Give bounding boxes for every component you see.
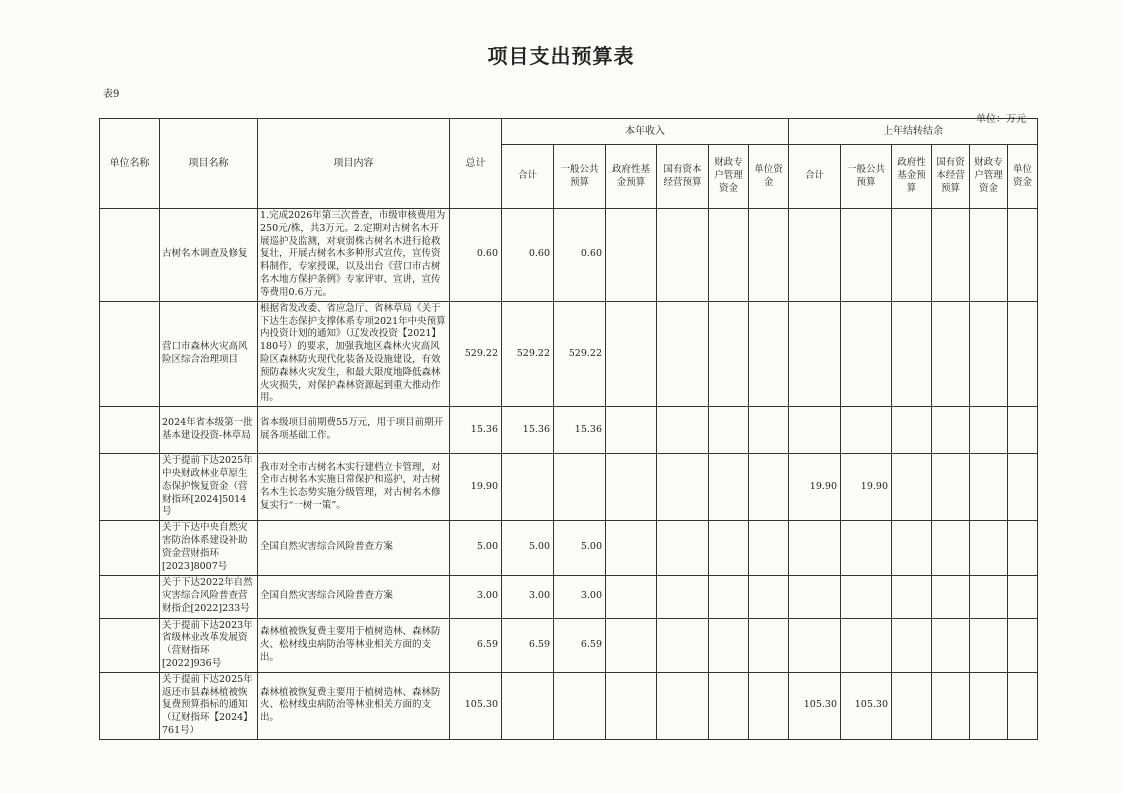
cell-cy-state-capital [657, 301, 709, 407]
header-co-unit-fund: 单位资金 [1008, 145, 1038, 209]
cell-co-fiscal-account [970, 575, 1008, 618]
cell-cy-total: 15.36 [502, 407, 554, 454]
cell-unit [100, 454, 160, 521]
cell-project-name: 古树名木调查及修复 [160, 209, 258, 302]
cell-co-general-budget [841, 407, 892, 454]
cell-co-total [789, 209, 841, 302]
cell-cy-fiscal-account [709, 672, 749, 739]
cell-cy-total: 5.00 [502, 521, 554, 575]
header-cy-fiscal-account: 财政专户管理资金 [709, 145, 749, 209]
cell-co-unit-fund [1008, 672, 1038, 739]
cell-co-general-budget [841, 209, 892, 302]
cell-cy-state-capital [657, 575, 709, 618]
cell-project-name: 关于提前下达2025年返还市县森林植被恢复费预算指标的通知（辽财指环【2024】761号） [160, 672, 258, 739]
cell-cy-general-budget: 529.22 [554, 301, 606, 407]
cell-project-content: 森林植被恢复费主要用于植树造林、森林防火、松材线虫病防治等林业相关方面的支出。 [258, 672, 450, 739]
header-cy-total: 合计 [502, 145, 554, 209]
cell-co-gov-fund [892, 521, 932, 575]
cell-project-name: 关于下达2022年自然灾害综合风险普查营财指企[2022]233号 [160, 575, 258, 618]
cell-unit [100, 521, 160, 575]
cell-co-general-budget [841, 618, 892, 672]
cell-co-unit-fund [1008, 454, 1038, 521]
cell-project-content: 省本级项目前期费55万元，用于项目前期开展各项基础工作。 [258, 407, 450, 454]
cell-cy-unit-fund [749, 575, 789, 618]
cell-co-general-budget [841, 301, 892, 407]
cell-project-content: 根据省发改委、省应急厅、省林草局《关于下达生态保护支撑体系专项2021年中央预算内投资计划的通知》（辽发改投资【2021】180号）的要求，加强我地区森林火灾高风险区森林防火现代化装备及设施建设，有效预防森林火灾发生，和最大限度地降低森林火灾损失，对保护森林资源起到重大推动作用。 [258, 301, 450, 407]
cell-cy-fiscal-account [709, 209, 749, 302]
page-title: 项目支出预算表 [487, 44, 635, 68]
table-row [100, 209, 1038, 302]
cell-unit [100, 209, 160, 302]
cell-co-gov-fund [892, 301, 932, 407]
cell-project-name: 关于提前下达2023年省级林业改革发展资（营财指环[2022]936号 [160, 618, 258, 672]
cell-project-name: 关于提前下达2025年中央财政林业草原生态保护恢复资金（营财指环[2024]5014号 [160, 454, 258, 521]
cell-co-gov-fund [892, 454, 932, 521]
cell-cy-unit-fund [749, 521, 789, 575]
cell-cy-fiscal-account [709, 407, 749, 454]
header-project-name: 项目名称 [160, 119, 258, 209]
cell-co-state-capital [932, 521, 970, 575]
table-number: 表9 [103, 89, 120, 100]
cell-project-content: 森林植被恢复费主要用于植树造林、森林防火、松材线虫病防治等林业相关方面的支出。 [258, 618, 450, 672]
cell-co-gov-fund [892, 575, 932, 618]
cell-cy-state-capital [657, 454, 709, 521]
cell-co-state-capital [932, 209, 970, 302]
cell-project-name: 2024年省本级第一批基本建设投资-林草局 [160, 407, 258, 454]
header-cy-gov-fund: 政府性基金预算 [606, 145, 657, 209]
cell-co-total [789, 618, 841, 672]
cell-cy-general-budget [554, 454, 606, 521]
cell-cy-state-capital [657, 407, 709, 454]
cell-co-general-budget [841, 521, 892, 575]
cell-project-content: 全国自然灾害综合风险普查方案 [258, 575, 450, 618]
cell-co-fiscal-account [970, 618, 1008, 672]
cell-cy-total: 0.60 [502, 209, 554, 302]
cell-cy-gov-fund [606, 618, 657, 672]
cell-co-total [789, 521, 841, 575]
cell-co-gov-fund [892, 407, 932, 454]
cell-co-total: 105.30 [789, 672, 841, 739]
cell-cy-total: 3.00 [502, 575, 554, 618]
cell-unit [100, 618, 160, 672]
budget-table [99, 118, 1038, 740]
cell-total: 3.00 [450, 575, 502, 618]
header-unit-name: 单位名称 [100, 119, 160, 209]
header-cy-general-budget: 一般公共预算 [554, 145, 606, 209]
cell-co-unit-fund [1008, 301, 1038, 407]
cell-total: 105.30 [450, 672, 502, 739]
cell-co-total: 19.90 [789, 454, 841, 521]
cell-cy-general-budget: 15.36 [554, 407, 606, 454]
header-current-year-income: 本年收入 [502, 119, 789, 145]
cell-co-state-capital [932, 454, 970, 521]
cell-co-general-budget [841, 575, 892, 618]
cell-unit [100, 575, 160, 618]
header-cy-state-capital: 国有资本经营预算 [657, 145, 709, 209]
cell-cy-gov-fund [606, 407, 657, 454]
cell-total: 529.22 [450, 301, 502, 407]
cell-total: 6.59 [450, 618, 502, 672]
cell-co-unit-fund [1008, 521, 1038, 575]
cell-co-total [789, 575, 841, 618]
cell-cy-total [502, 454, 554, 521]
cell-co-state-capital [932, 672, 970, 739]
cell-project-content: 1.完成2026年第三次普查，市级审核费用为250元/株，共3万元。2.定期对古树名木开展巡护及监测，对衰弱株古树名木进行抢救复壮，开展古树名木多种形式宣传，宣传资料制作，专家授课，以及出台《营口市古树名木地方保护条例》专家评审、宣讲，宣传等费用0.6万元。 [258, 209, 450, 302]
header-co-total: 合计 [789, 145, 841, 209]
cell-co-general-budget: 105.30 [841, 672, 892, 739]
cell-co-fiscal-account [970, 407, 1008, 454]
cell-cy-unit-fund [749, 301, 789, 407]
cell-co-unit-fund [1008, 618, 1038, 672]
header-co-general-budget: 一般公共预算 [841, 145, 892, 209]
cell-co-state-capital [932, 301, 970, 407]
cell-co-total [789, 407, 841, 454]
cell-cy-gov-fund [606, 521, 657, 575]
cell-cy-total: 529.22 [502, 301, 554, 407]
cell-co-fiscal-account [970, 672, 1008, 739]
cell-co-state-capital [932, 575, 970, 618]
cell-co-gov-fund [892, 618, 932, 672]
cell-co-unit-fund [1008, 407, 1038, 454]
cell-cy-gov-fund [606, 672, 657, 739]
unit-label: 单位：万元 [976, 114, 1026, 125]
header-cy-unit-fund: 单位资金 [749, 145, 789, 209]
cell-co-total [789, 301, 841, 407]
table-row [100, 575, 1038, 618]
cell-co-state-capital [932, 618, 970, 672]
cell-cy-state-capital [657, 521, 709, 575]
cell-total: 0.60 [450, 209, 502, 302]
cell-cy-general-budget: 5.00 [554, 521, 606, 575]
table-row [100, 301, 1038, 407]
cell-project-name: 关于下达中央自然灾害防治体系建设补助资金营财指环[2023]8007号 [160, 521, 258, 575]
header-project-content: 项目内容 [258, 119, 450, 209]
cell-cy-fiscal-account [709, 521, 749, 575]
cell-cy-state-capital [657, 672, 709, 739]
cell-cy-total: 6.59 [502, 618, 554, 672]
cell-co-gov-fund [892, 672, 932, 739]
table-row [100, 672, 1038, 739]
cell-cy-total [502, 672, 554, 739]
cell-co-gov-fund [892, 209, 932, 302]
cell-total: 15.36 [450, 407, 502, 454]
header-carryover: 上年结转结余 [789, 119, 1038, 145]
table-row [100, 454, 1038, 521]
cell-co-unit-fund [1008, 209, 1038, 302]
cell-total: 19.90 [450, 454, 502, 521]
header-co-state-capital: 国有资本经营预算 [932, 145, 970, 209]
cell-co-fiscal-account [970, 301, 1008, 407]
cell-cy-gov-fund [606, 209, 657, 302]
cell-unit [100, 407, 160, 454]
header-co-gov-fund: 政府性基金预算 [892, 145, 932, 209]
cell-cy-gov-fund [606, 575, 657, 618]
table-row [100, 407, 1038, 454]
cell-cy-gov-fund [606, 454, 657, 521]
cell-unit [100, 672, 160, 739]
cell-co-fiscal-account [970, 209, 1008, 302]
cell-cy-general-budget: 3.00 [554, 575, 606, 618]
cell-cy-unit-fund [749, 618, 789, 672]
cell-cy-fiscal-account [709, 301, 749, 407]
header-total: 总计 [450, 119, 502, 209]
table-body [100, 209, 1038, 740]
cell-co-state-capital [932, 407, 970, 454]
cell-cy-general-budget: 6.59 [554, 618, 606, 672]
cell-unit [100, 301, 160, 407]
cell-co-unit-fund [1008, 575, 1038, 618]
cell-cy-unit-fund [749, 407, 789, 454]
cell-cy-gov-fund [606, 301, 657, 407]
cell-project-content: 我市对全市古树名木实行建档立卡管理，对全市古树名木实施日常保护和巡护，对古树名木生长态势实施分级管理，对古树名木修复实行“一树一策”。 [258, 454, 450, 521]
table-row [100, 618, 1038, 672]
cell-co-fiscal-account [970, 521, 1008, 575]
cell-cy-state-capital [657, 209, 709, 302]
cell-cy-unit-fund [749, 209, 789, 302]
cell-cy-general-budget: 0.60 [554, 209, 606, 302]
cell-co-general-budget: 19.90 [841, 454, 892, 521]
table-row [100, 521, 1038, 575]
cell-project-content: 全国自然灾害综合风险普查方案 [258, 521, 450, 575]
cell-cy-fiscal-account [709, 454, 749, 521]
cell-cy-state-capital [657, 618, 709, 672]
cell-project-name: 营口市森林火灾高风险区综合治理项目 [160, 301, 258, 407]
cell-total: 5.00 [450, 521, 502, 575]
cell-co-fiscal-account [970, 454, 1008, 521]
cell-cy-unit-fund [749, 454, 789, 521]
cell-cy-unit-fund [749, 672, 789, 739]
cell-cy-fiscal-account [709, 618, 749, 672]
header-co-fiscal-account: 财政专户管理资金 [970, 145, 1008, 209]
cell-cy-fiscal-account [709, 575, 749, 618]
cell-cy-general-budget [554, 672, 606, 739]
